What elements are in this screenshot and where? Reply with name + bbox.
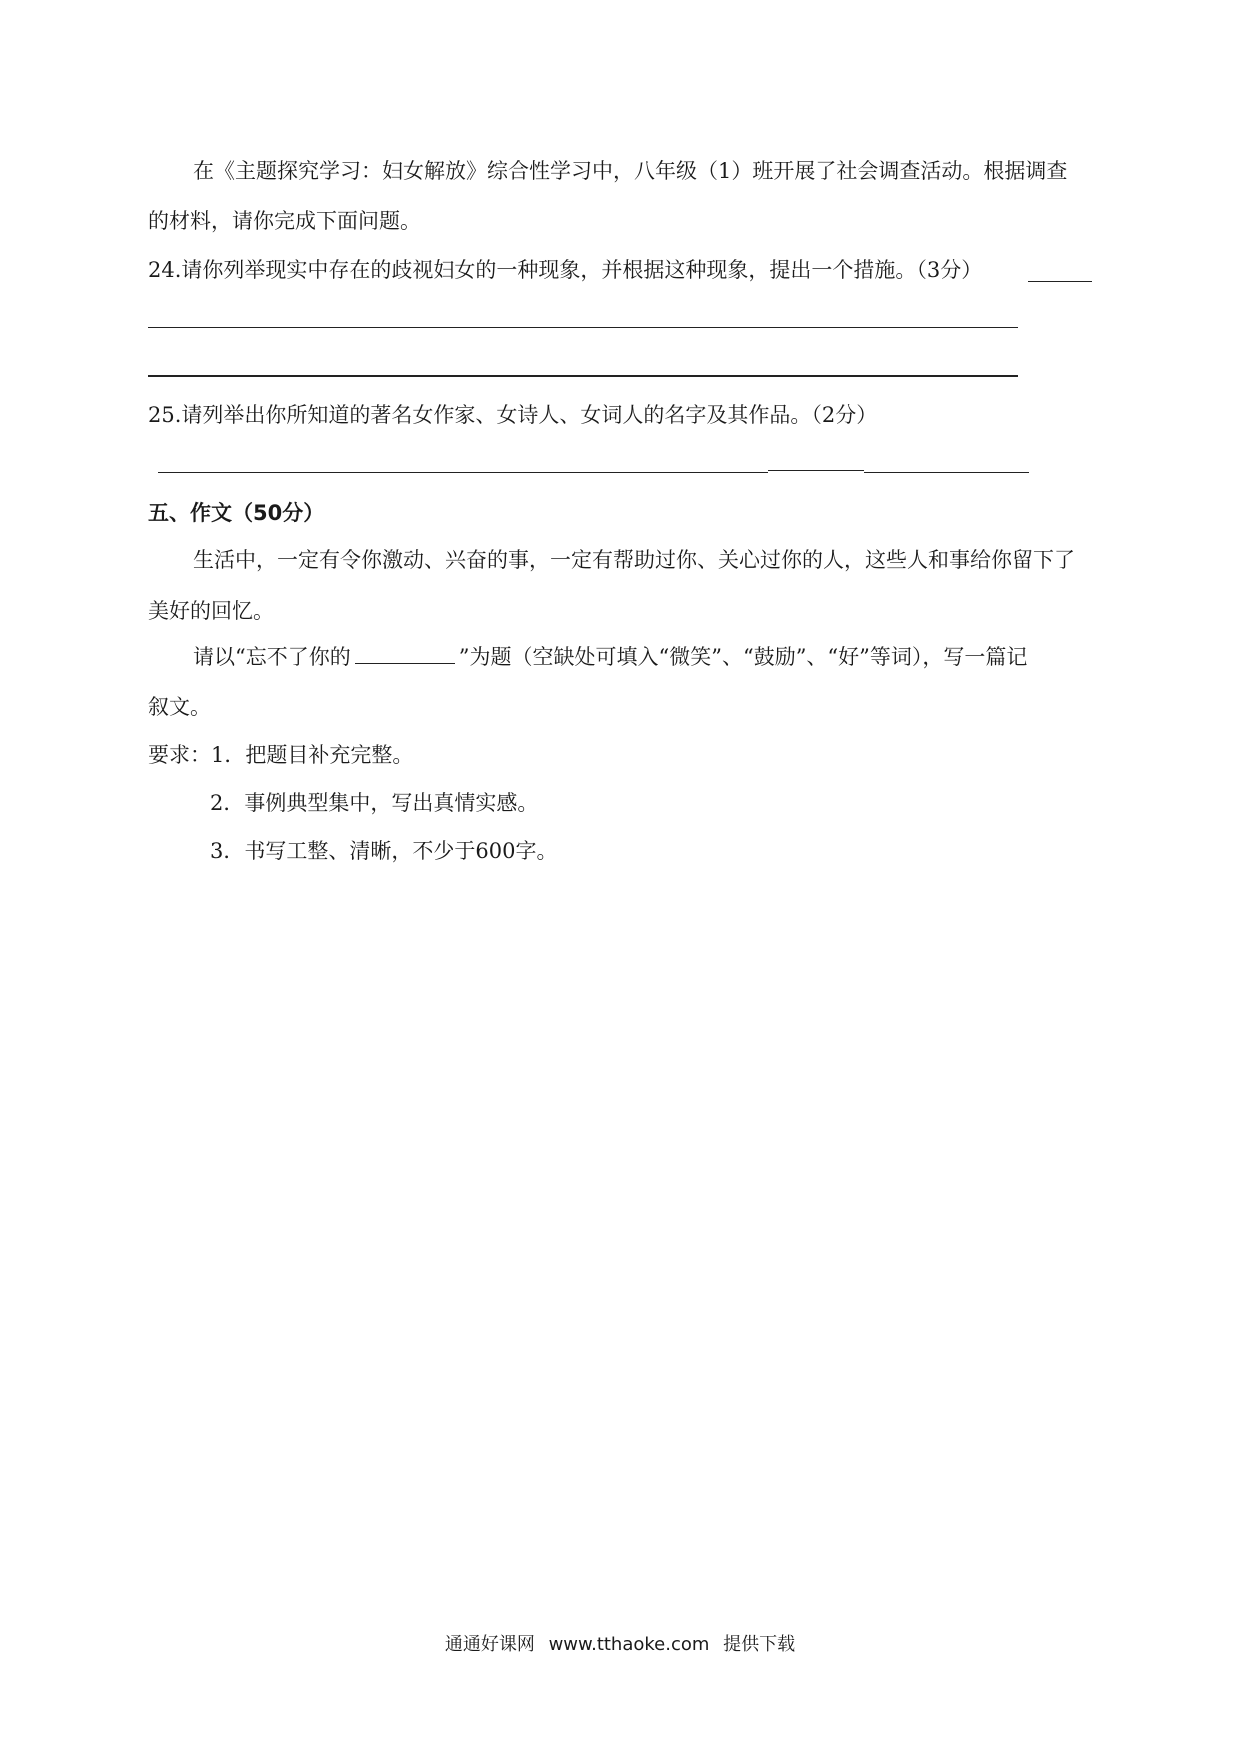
intro-line-1: 在《主题探究学习：妇女解放》综合性学习中，八年级（1）班开展了社会调查活动。根据调查: [193, 159, 1068, 183]
essay-prompt-before: 请以“忘不了你的: [193, 645, 351, 669]
question-25: 25.请列举出你所知道的著名女作家、女诗人、女词人的名字及其作品。（2分）: [148, 403, 878, 427]
requirement-3: 3．书写工整、清晰，不少于600字。: [210, 839, 558, 863]
page-footer: [0, 1630, 1240, 1656]
question-24: 24.请你列举现实中存在的歧视妇女的一种现象，并根据这种现象，提出一个措施。（3分）: [148, 258, 983, 282]
footer-url[interactable]: www.tthaoke.com: [548, 1634, 710, 1655]
essay-para2-line1: [193, 642, 1027, 672]
essay-prompt-after: ”为题（空缺处可填入“微笑”、“鼓励”、“好”等词），写一篇记: [458, 645, 1028, 669]
answer-line-25-a: [158, 472, 768, 473]
intro-line-2: 的材料，请你完成下面问题。: [148, 209, 421, 233]
title-blank: [355, 643, 455, 664]
requirement-1: 要求：1．把题目补充完整。: [148, 743, 414, 767]
essay-para1-line2: 美好的回忆。: [148, 599, 274, 623]
footer-site-name: 通通好课网: [444, 1634, 535, 1655]
footer-action: 提供下载: [723, 1634, 796, 1655]
essay-para1-line1: 生活中，一定有令你激动、兴奋的事，一定有帮助过你、关心过你的人，这些人和事给你留下了: [193, 548, 1075, 572]
answer-line-24-tail: [1028, 281, 1092, 282]
section-5-heading: 五、作文（50分）: [148, 501, 325, 525]
answer-line-24-b: [148, 375, 1018, 377]
answer-line-24-a-short: [148, 327, 256, 328]
answer-line-25-b: [768, 470, 864, 471]
requirement-2: 2．事例典型集中，写出真情实感。: [210, 791, 539, 815]
answer-line-25-c: [864, 472, 1029, 473]
essay-para2-line2: 叙文。: [148, 695, 211, 719]
answer-line-24-a: [256, 327, 1018, 328]
